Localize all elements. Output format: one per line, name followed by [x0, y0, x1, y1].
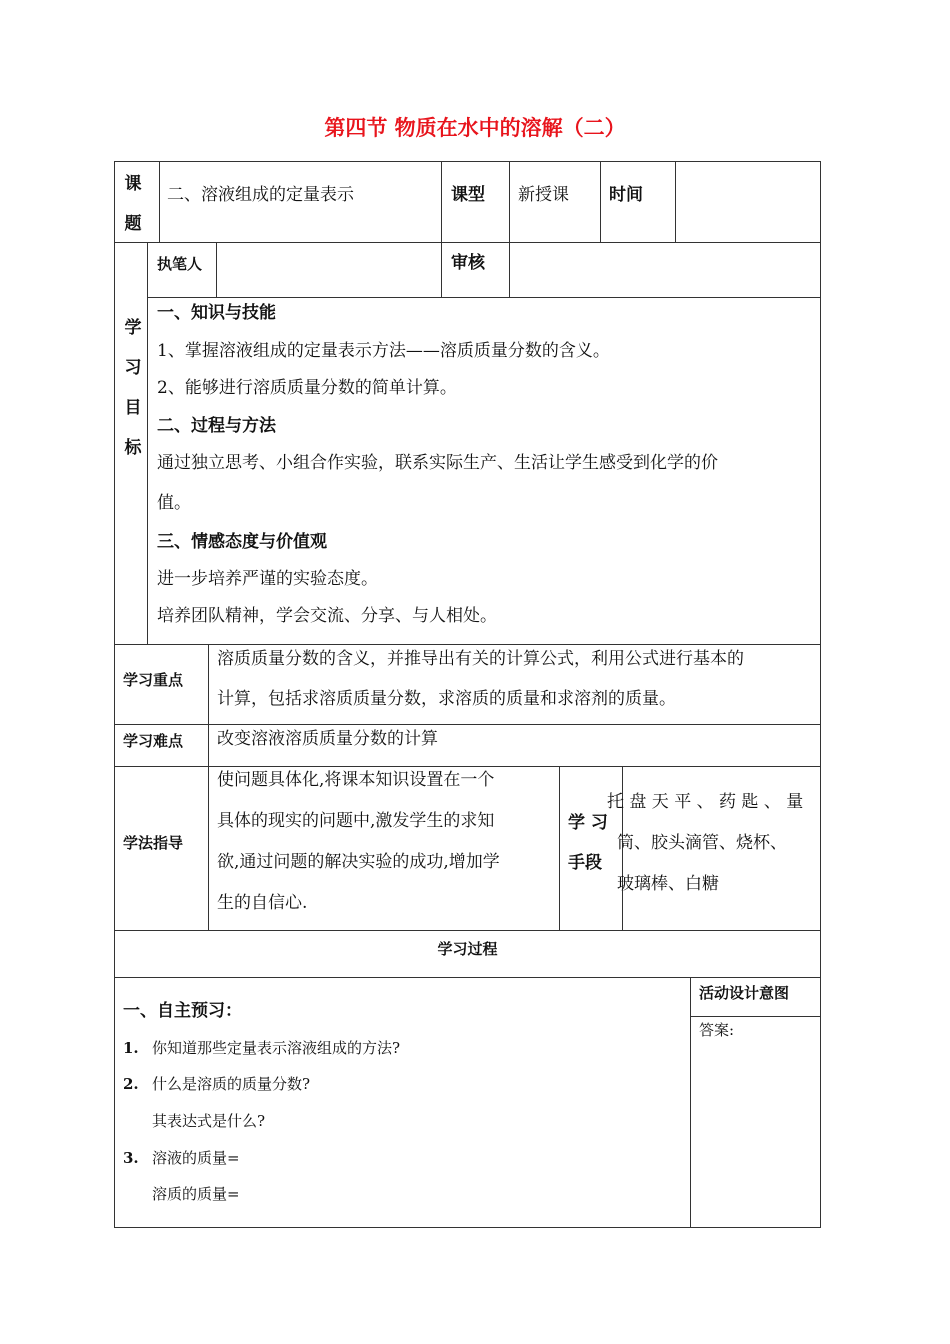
preview-title: 一、自主预习： [123, 1001, 242, 1021]
means-line: 托 盘 天 平 、 药 匙 、 量 [607, 792, 804, 812]
col-divider [600, 161, 601, 243]
page-title: 第四节 物质在水中的溶解（二） [324, 115, 626, 140]
col-divider [216, 242, 217, 298]
col-divider [675, 161, 676, 243]
question-number: 1. [123, 1039, 139, 1057]
row-divider [114, 242, 821, 243]
type-label: 课型 [451, 185, 485, 205]
means-label: 手段 [568, 853, 602, 873]
table-border-left [114, 161, 115, 1228]
difficulty-value: 改变溶液溶质质量分数的计算 [217, 729, 438, 749]
review-label: 审核 [451, 253, 485, 273]
question-text: 你知道那些定量表示溶液组成的方法? [152, 1039, 401, 1057]
means-label: 学 习 [568, 813, 608, 833]
means-line: 玻璃棒、白糖 [617, 874, 719, 894]
method-line: 使问题具体化,将课本知识设置在一个 [217, 770, 495, 790]
row-divider [690, 1016, 821, 1017]
type-value: 新授课 [518, 185, 569, 205]
question-text: 溶液的质量= [152, 1149, 240, 1167]
col-divider [690, 977, 691, 1228]
side-answer: 答案: [699, 1021, 735, 1039]
question-number: 2. [123, 1075, 139, 1093]
question-text: 其表达式是什么? [152, 1112, 266, 1130]
col-divider [159, 161, 160, 243]
focus-line: 计算，包括求溶质质量分数，求溶质的质量和求溶剂的质量。 [217, 689, 676, 709]
row-divider [114, 724, 821, 725]
row-divider [114, 930, 821, 931]
question-number: 3. [123, 1149, 139, 1167]
objective-line: 培养团队精神，学会交流、分享、与人相处。 [157, 606, 497, 626]
objective-line: 1、掌握溶液组成的定量表示方法——溶质质量分数的含义。 [157, 341, 610, 361]
method-line: 具体的现实的问题中,激发学生的求知 [217, 811, 495, 831]
difficulty-label: 学习难点 [123, 732, 184, 750]
means-line: 筒、胶头滴管、烧杯、 [617, 833, 787, 853]
question-text: 溶质的质量= [152, 1185, 240, 1203]
objectives-label: 学习目标 [124, 318, 142, 458]
objective-line: 进一步培养严谨的实验态度。 [157, 569, 378, 589]
row-divider [114, 977, 821, 978]
objective-line: 2、能够进行溶质质量分数的简单计算。 [157, 378, 457, 398]
table-border-right [820, 161, 821, 1228]
objective-section-title: 三、情感态度与价值观 [157, 532, 327, 552]
objective-section-title: 一、知识与技能 [157, 303, 276, 323]
col-divider [441, 161, 442, 298]
objective-line: 值。 [157, 493, 191, 513]
side-header: 活动设计意图 [699, 984, 790, 1002]
focus-label: 学习重点 [123, 671, 184, 689]
method-line: 欲,通过问题的解决实验的成功,增加学 [217, 852, 500, 872]
table-border-bottom [114, 1227, 821, 1228]
time-label: 时间 [609, 185, 643, 205]
col-divider [147, 242, 148, 645]
col-divider [208, 644, 209, 931]
row-divider [114, 766, 821, 767]
objective-line: 通过独立思考、小组合作实验，联系实际生产、生活让学生感受到化学的价 [157, 453, 718, 473]
objective-section-title: 二、过程与方法 [157, 416, 276, 436]
topic-value: 二、溶液组成的定量表示 [167, 185, 354, 205]
method-label: 学法指导 [123, 834, 184, 852]
writer-label: 执笔人 [157, 255, 203, 273]
row-divider [147, 297, 821, 298]
table-border-top [114, 161, 821, 162]
topic-label: 课题 [124, 174, 142, 234]
process-header: 学习过程 [437, 940, 498, 958]
focus-line: 溶质质量分数的含义，并推导出有关的计算公式，利用公式进行基本的 [217, 649, 744, 669]
row-divider [114, 644, 821, 645]
question-text: 什么是溶质的质量分数? [152, 1075, 311, 1093]
method-line: 生的自信心. [217, 893, 308, 913]
col-divider [509, 161, 510, 298]
col-divider [559, 766, 560, 931]
